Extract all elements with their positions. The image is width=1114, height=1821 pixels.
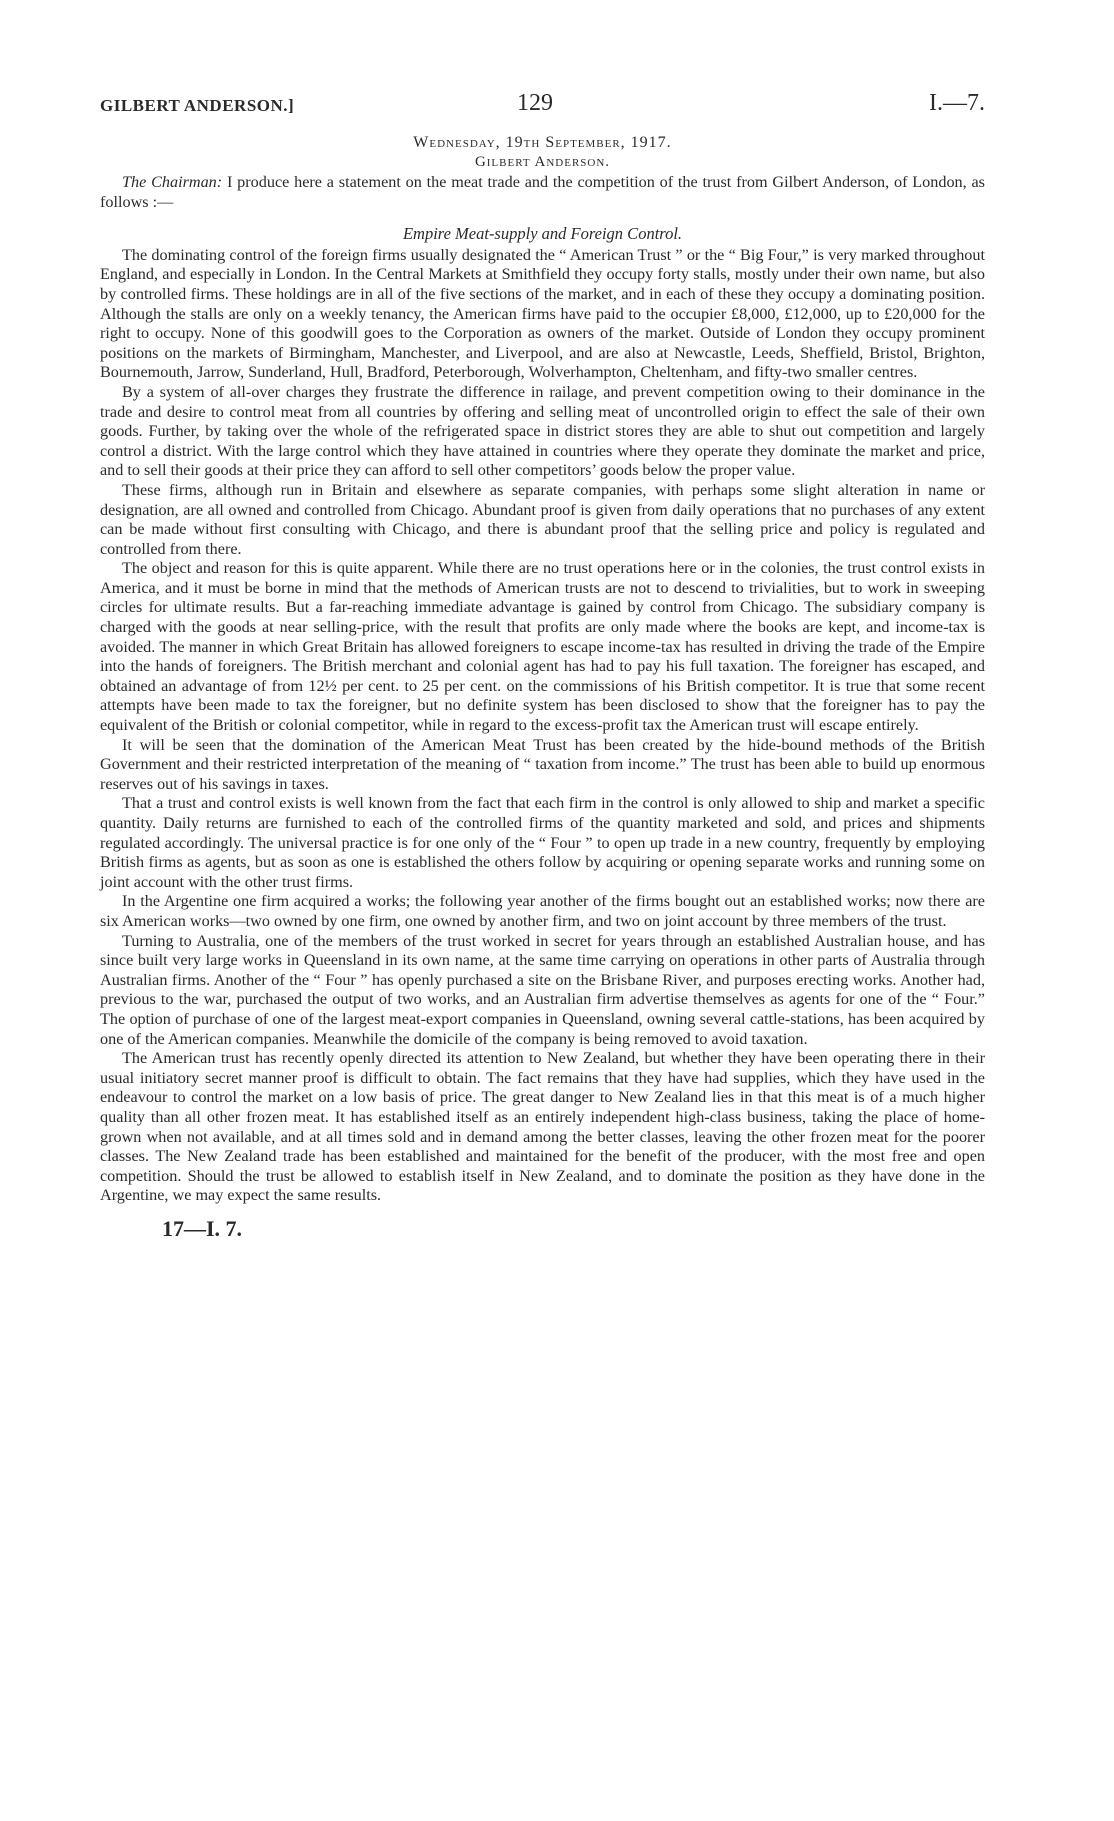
paragraph: In the Argentine one firm acquired a works; the following year another of the firms bought out an established works; now there are six American works—two owned by one firm, one owned by another firm, and two on joint account by three members of the trust. <box>100 892 985 930</box>
date-line: Wednesday, 19th September, 1917. <box>413 134 672 151</box>
intro-text: I produce here a statement on the meat trade and the competition of the trust from Gilbert Anderson, of London, as follows :— <box>100 173 985 211</box>
paragraph: The object and reason for this is quite apparent. While there are no trust operations here or in the colonies, the trust control exists in America, and it must be borne in mind that the methods of American trusts are not to descend to trivialities, but to work in sweeping circles for ultimate results. But a far-reaching immediate advantage is gained by control from Chicago. The subsidiary company is charged with the goods at near selling-price, with the result that profits are only made where the books are kept, and income-tax is avoided. The manner in which Great Britain has allowed foreigners to escape income-tax has resulted in driving the trade of the Empire into the hands of foreigners. The British merchant and colonial agent has had to pay his full taxation. The foreigner has escaped, and obtained an advantage of from 12½ per cent. to 25 per cent. on the commissions of his British competitor. It is true that some recent attempts have been made to tax the foreigner, but no definite system has been disclosed to show that the foreigner has to pay the equivalent of the British or colonial competitor, while in regard to the excess-profit tax the American trust will escape entirely. <box>100 559 985 735</box>
body-text <box>100 173 985 1206</box>
paragraph: The dominating control of the foreign firms usually designated the “ American Trust ” or the “ Big Four,” is very marked throughout England, and especially in London. In the Central Markets at Smithfield they occupy forty stalls, mostly under their own name, but also by controlled firms. These holdings are in all of the five sections of the market, and in each of these they occupy a dominating position. Although the stalls are only on a weekly tenancy, the American firms have paid to the occupier £8,000, £12,000, up to £20,000 for the right to occupy. None of this goodwill goes to the Corporation as owners of the market. Outside of London they occupy prominent positions on the markets of Birmingham, Manchester, and Liverpool, and are also at Newcastle, Leeds, Sheffield, Bristol, Brighton, Bournemouth, Jarrow, Sunderland, Hull, Bradford, Peterborough, Wolverhampton, Cheltenham, and fifty-two smaller centres. <box>100 245 985 382</box>
document-page <box>100 88 985 1242</box>
intro-paragraph <box>100 173 985 212</box>
paragraph: That a trust and control exists is well known from the fact that each firm in the control is only allowed to ship and market a specific quantity. Daily returns are furnished to each of the controlled firms of the quantity marketed and sold, and prices and shipments regulated accordingly. The universal practice is for one only of the “ Four ” to open up trade in a new country, frequently by employing British firms as agents, but as soon as one is established the others follow by acquiring or opening separate works and running some on joint account with the other trust firms. <box>100 794 985 891</box>
footer-signature: 17—I. 7. <box>162 1215 243 1241</box>
paragraph: It will be seen that the domination of the American Meat Trust has been created by the hide-bound methods of the British Government and their restricted interpretation of the meaning of “ taxation from income.” The trust has been able to build up enormous reserves out of his savings in taxes. <box>100 735 985 793</box>
paragraph: These firms, although run in Britain and elsewhere as separate companies, with perhaps some slight alteration in name or designation, are all owned and controlled from Chicago. Abundant proof is given from daily operations that no purchases of any extent can be made without first consulting with Chicago, and there is abundant proof that the selling price and policy is regulated and controlled from there. <box>100 480 985 558</box>
header-paper-ref: I.—7. <box>929 90 985 116</box>
speaker-label: The Chairman: <box>122 173 223 191</box>
paragraph: The American trust has recently openly directed its attention to New Zealand, but whether they have been operating there in their usual initiatory secret manner proof is difficult to obtain. The fact remains that they have had supplies, which they have used in the endeavour to control the market on a low basis of price. The great danger to New Zealand lies in that this meat is of a much higher quality than all other frozen meat. It has established itself as an entirely independent high-class business, taking the place of home-grown when not available, and at all times sold and in demand among the better classes, leaving the other frozen meat for the poorer classes. The New Zealand trade has been established and maintained for the benefit of the producer, with the most free and open competition. Should the trust be allowed to establish itself in New Zealand, and to dominate the position as they have done in the Argentine, we may expect the same results. <box>100 1049 985 1205</box>
paragraph: Turning to Australia, one of the members of the trust worked in secret for years through an established Australian house, and has since built very large works in Queensland in its own name, at the same time carrying on operations in other parts of Australia through Australian firms. Another of the “ Four ” has openly purchased a site on the Brisbane River, and purposes erecting works. Another had, previous to the war, purchased the output of two works, and an Australian firm advertise themselves as agents for one of the “ Four.” The option of purchase of one of the largest meat-export companies in Queensland, owning several cattle-stations, has been acquired by one of the American companies. Meanwhile the domicile of the company is being removed to avoid taxation. <box>100 931 985 1048</box>
header-witness: GILBERT ANDERSON.] <box>100 96 295 115</box>
section-title: Empire Meat-supply and Foreign Control. <box>402 224 683 244</box>
witness-name: Gilbert Anderson. <box>474 154 611 170</box>
running-header <box>100 88 985 128</box>
page-number: 129 <box>517 90 553 116</box>
paragraph: By a system of all-over charges they frustrate the difference in railage, and prevent competition owing to their dominance in the trade and desire to control meat from all countries by offering and selling meat of uncontrolled origin to effect the sale of their own goods. Further, by taking over the whole of the refrigerated space in district stores they are able to shut out competition and largely control a district. With the large control which they have attained in countries where they operate they dominate the market and price, and to sell their goods at their price they can afford to sell other competitors’ goods below the proper value. <box>100 382 985 480</box>
